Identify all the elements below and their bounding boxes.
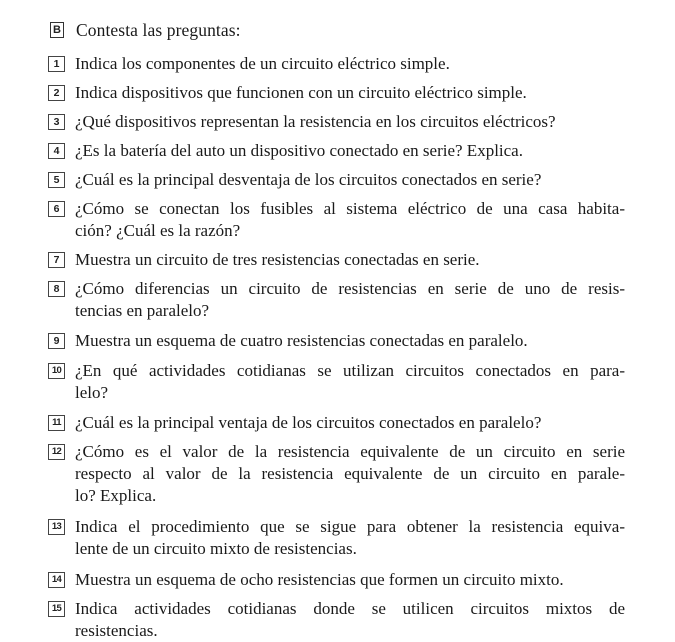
question-number: 12 (48, 444, 65, 460)
question-line: Indica dispositivos que funcionen con un circuito eléctrico simple. (75, 83, 527, 102)
question-text (75, 330, 625, 352)
question-number: 14 (48, 572, 65, 588)
question-line: ¿Cómo se conectan los fusibles al sistema eléctrico de una casa habita- (75, 199, 625, 218)
question-text (75, 249, 625, 271)
question-number: 7 (48, 252, 65, 268)
question-line: ción? ¿Cuál es la razón? (75, 221, 241, 240)
question-text (75, 111, 625, 133)
section-header (50, 18, 241, 42)
question-number: 4 (48, 143, 65, 159)
question-text (75, 516, 625, 560)
question-text (75, 140, 625, 162)
question-text (75, 360, 625, 404)
question-number: 10 (48, 363, 65, 379)
question-text (75, 198, 625, 242)
question-number: 13 (48, 519, 65, 535)
question-line: lelo? (75, 383, 109, 402)
question-text (75, 441, 625, 507)
question-text (75, 169, 625, 191)
question-line: Indica actividades cotidianas donde se utilicen circuitos mixtos de (75, 599, 625, 618)
question-line: ¿Cuál es la principal desventaja de los circuitos conectados en serie? (75, 170, 542, 189)
question-line: Muestra un esquema de cuatro resistencias conectadas en paralelo. (75, 331, 528, 350)
question-number: 8 (48, 281, 65, 297)
question-line: ¿Cómo diferencias un circuito de resistencias en serie de uno de resis- (75, 279, 625, 298)
question-text (75, 569, 625, 591)
question-line: ¿Es la batería del auto un dispositivo conectado en serie? Explica. (75, 141, 523, 160)
question-line: Indica los componentes de un circuito eléctrico simple. (75, 54, 450, 73)
question-number: 15 (48, 601, 65, 617)
question-line: Muestra un circuito de tres resistencias conectadas en serie. (75, 250, 480, 269)
question-line: Indica el procedimiento que se sigue para obtener la resistencia equiva- (75, 517, 625, 536)
question-number: 11 (48, 415, 65, 431)
question-line: lente de un circuito mixto de resistencias. (75, 539, 357, 558)
question-line: ¿Cuál es la principal ventaja de los circuitos conectados en paralelo? (75, 413, 542, 432)
question-text (75, 53, 625, 75)
question-number: 2 (48, 85, 65, 101)
question-line: respecto al valor de la resistencia equivalente de un circuito en parale- (75, 464, 625, 483)
question-number: 9 (48, 333, 65, 349)
question-number: 1 (48, 56, 65, 72)
question-line: ¿Cómo es el valor de la resistencia equivalente de un circuito en serie (75, 442, 625, 461)
question-number: 5 (48, 172, 65, 188)
question-line: tencias en paralelo? (75, 301, 210, 320)
question-line: ¿En qué actividades cotidianas se utilizan circuitos conectados en para- (75, 361, 625, 380)
question-text (75, 82, 625, 104)
question-text (75, 412, 625, 434)
question-text (75, 598, 625, 642)
question-line: ¿Qué dispositivos representan la resistencia en los circuitos eléctricos? (75, 112, 556, 131)
question-number: 6 (48, 201, 65, 217)
question-line: resistencias. (75, 621, 158, 640)
question-text (75, 278, 625, 322)
section-badge: B (50, 22, 64, 38)
question-line: Muestra un esquema de ocho resistencias que formen un circuito mixto. (75, 570, 564, 589)
section-title: Contesta las preguntas: (76, 19, 241, 40)
question-line: lo? Explica. (75, 486, 157, 505)
question-number: 3 (48, 114, 65, 130)
